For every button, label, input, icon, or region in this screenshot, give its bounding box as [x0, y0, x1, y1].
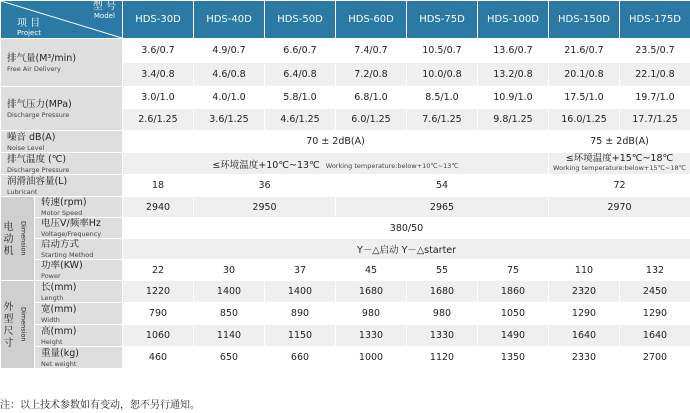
weight-cell: 1000	[336, 347, 407, 369]
pressure-row-1	[1, 87, 690, 109]
motor-speed-cell: 2965	[336, 197, 549, 218]
power-row	[1, 260, 690, 281]
free-air-cell: 21.6/0.7	[549, 39, 620, 63]
power-label: 功率(KW) Power	[35, 260, 123, 281]
free-air-cell: 6.4/0.8	[265, 63, 336, 87]
free-air-label: 排气量(M³/min) Free Air Delivery	[1, 39, 123, 87]
length-cell: 1400	[265, 281, 336, 303]
free-air-cell: 4.9/0.7	[194, 39, 265, 63]
lube-cell: 18	[123, 175, 194, 197]
free-air-cell: 3.6/0.7	[123, 39, 194, 63]
model-col-0: HDS-30D	[123, 1, 194, 39]
motor-speed-row	[1, 197, 690, 218]
width-cell: 980	[336, 303, 407, 325]
motor-speed-cell: 2940	[123, 197, 194, 218]
model-col-3: HDS-60D	[336, 1, 407, 39]
lube-cell: 54	[336, 175, 549, 197]
model-col-2: HDS-50D	[265, 1, 336, 39]
length-cell: 1680	[407, 281, 478, 303]
dims-group-label: 外型尺寸 Dimension	[1, 281, 35, 369]
starting-value: Y－△启动 Y－△starter	[123, 239, 690, 260]
motor-speed-cell: 2950	[194, 197, 336, 218]
lube-label: 润滑油容量(L) Lubricant	[1, 175, 123, 197]
pressure-label: 排气压力(MPa) Discharge Pressure	[1, 87, 123, 131]
weight-cell: 2700	[620, 347, 690, 369]
temp-value-1: ≤环境温度+10℃~13℃ Working temperature:below+10℃~13℃	[123, 153, 549, 175]
width-row	[1, 303, 690, 325]
free-air-row-1	[1, 39, 690, 63]
header-corner	[1, 1, 123, 39]
footnote: 注：以上技术参数如有变动，恕不另行通知。	[0, 400, 200, 411]
height-cell: 1060	[123, 325, 194, 347]
free-air-cell: 20.1/0.8	[549, 63, 620, 87]
lube-cell: 36	[194, 175, 336, 197]
height-row	[1, 325, 690, 347]
temp-row	[1, 153, 690, 175]
header-row	[1, 1, 690, 39]
pressure-cell: 17.7/1.25	[620, 109, 690, 131]
power-cell: 110	[549, 260, 620, 281]
pressure-cell: 19.7/1.0	[620, 87, 690, 109]
height-cell: 1640	[620, 325, 690, 347]
voltage-value: 380/50	[123, 218, 690, 239]
noise-value-2: 75 ± 2dB(A)	[549, 131, 690, 153]
weight-cell: 2330	[549, 347, 620, 369]
width-cell: 1290	[549, 303, 620, 325]
voltage-label: 电压V/频率Hz Voltage/Frequency	[35, 218, 123, 239]
height-cell: 1330	[336, 325, 407, 347]
weight-label: 重量(kg) Net weight	[35, 347, 123, 369]
length-cell: 1860	[478, 281, 549, 303]
width-cell: 790	[123, 303, 194, 325]
free-air-cell: 7.4/0.7	[336, 39, 407, 63]
model-col-6: HDS-150D	[549, 1, 620, 39]
motor-speed-cell: 2970	[549, 197, 690, 218]
motor-speed-label: 转速(rpm) Motor Speed	[35, 197, 123, 218]
free-air-cell: 10.5/0.7	[407, 39, 478, 63]
length-label: 长(mm) Length	[35, 281, 123, 303]
pressure-cell: 7.6/1.25	[407, 109, 478, 131]
width-cell: 850	[194, 303, 265, 325]
pressure-cell: 16.0/1.25	[549, 109, 620, 131]
height-cell: 1140	[194, 325, 265, 347]
pressure-cell: 8.5/1.0	[407, 87, 478, 109]
temp-value-2: ≤环境温度+15℃~18℃ Working temperature:below+15℃~18℃	[549, 153, 690, 175]
temp-label: 排气温度 (℃) Discharge Pressure	[1, 153, 123, 175]
power-cell: 30	[194, 260, 265, 281]
height-cell: 1640	[549, 325, 620, 347]
weight-cell: 660	[265, 347, 336, 369]
noise-value-1: 70 ± 2dB(A)	[123, 131, 549, 153]
weight-cell: 650	[194, 347, 265, 369]
width-cell: 1290	[620, 303, 690, 325]
power-cell: 55	[407, 260, 478, 281]
free-air-cell: 23.5/0.7	[620, 39, 690, 63]
power-cell: 75	[478, 260, 549, 281]
model-col-4: HDS-75D	[407, 1, 478, 39]
height-cell: 1490	[478, 325, 549, 347]
width-cell: 980	[407, 303, 478, 325]
lube-cell: 72	[549, 175, 690, 197]
pressure-cell: 6.8/1.0	[336, 87, 407, 109]
height-cell: 1330	[407, 325, 478, 347]
pressure-cell: 10.9/1.0	[478, 87, 549, 109]
pressure-cell: 2.6/1.25	[123, 109, 194, 131]
motor-group-label: 电动机 Dimension	[1, 197, 35, 281]
width-cell: 1050	[478, 303, 549, 325]
free-air-cell: 6.6/0.7	[265, 39, 336, 63]
starting-label: 启动方式 Starting Method	[35, 239, 123, 260]
weight-cell: 1120	[407, 347, 478, 369]
pressure-cell: 9.8/1.25	[478, 109, 549, 131]
weight-row	[1, 347, 690, 369]
voltage-row	[1, 218, 690, 239]
free-air-cell: 13.6/0.7	[478, 39, 549, 63]
length-cell: 1680	[336, 281, 407, 303]
length-cell: 1400	[194, 281, 265, 303]
height-label: 高(mm) Height	[35, 325, 123, 347]
lube-row	[1, 175, 690, 197]
width-label: 宽(mm) Width	[35, 303, 123, 325]
pressure-cell: 3.6/1.25	[194, 109, 265, 131]
free-air-cell: 13.2/0.8	[478, 63, 549, 87]
power-cell: 45	[336, 260, 407, 281]
noise-row	[1, 131, 690, 153]
free-air-cell: 10.0/0.8	[407, 63, 478, 87]
length-row	[1, 281, 690, 303]
power-cell: 22	[123, 260, 194, 281]
model-col-5: HDS-100D	[478, 1, 549, 39]
length-cell: 1220	[123, 281, 194, 303]
power-cell: 132	[620, 260, 690, 281]
length-cell: 2450	[620, 281, 690, 303]
length-cell: 2320	[549, 281, 620, 303]
weight-cell: 460	[123, 347, 194, 369]
pressure-cell: 3.0/1.0	[123, 87, 194, 109]
pressure-cell: 4.0/1.0	[194, 87, 265, 109]
pressure-cell: 5.8/1.0	[265, 87, 336, 109]
weight-cell: 1350	[478, 347, 549, 369]
model-col-1: HDS-40D	[194, 1, 265, 39]
free-air-cell: 3.4/0.8	[123, 63, 194, 87]
pressure-cell: 17.5/1.0	[549, 87, 620, 109]
model-header: 型 号 Model	[92, 1, 116, 20]
free-air-cell: 4.6/0.8	[194, 63, 265, 87]
pressure-cell: 6.0/1.25	[336, 109, 407, 131]
height-cell: 1150	[265, 325, 336, 347]
pressure-cell: 4.6/1.25	[265, 109, 336, 131]
free-air-cell: 22.1/0.8	[620, 63, 690, 87]
free-air-cell: 7.2/0.8	[336, 63, 407, 87]
noise-label: 噪音 dB(A) Noise Level	[1, 131, 123, 153]
project-header: 项 目 Project	[17, 18, 41, 37]
model-col-7: HDS-175D	[620, 1, 690, 39]
width-cell: 890	[265, 303, 336, 325]
starting-row	[1, 239, 690, 260]
power-cell: 37	[265, 260, 336, 281]
